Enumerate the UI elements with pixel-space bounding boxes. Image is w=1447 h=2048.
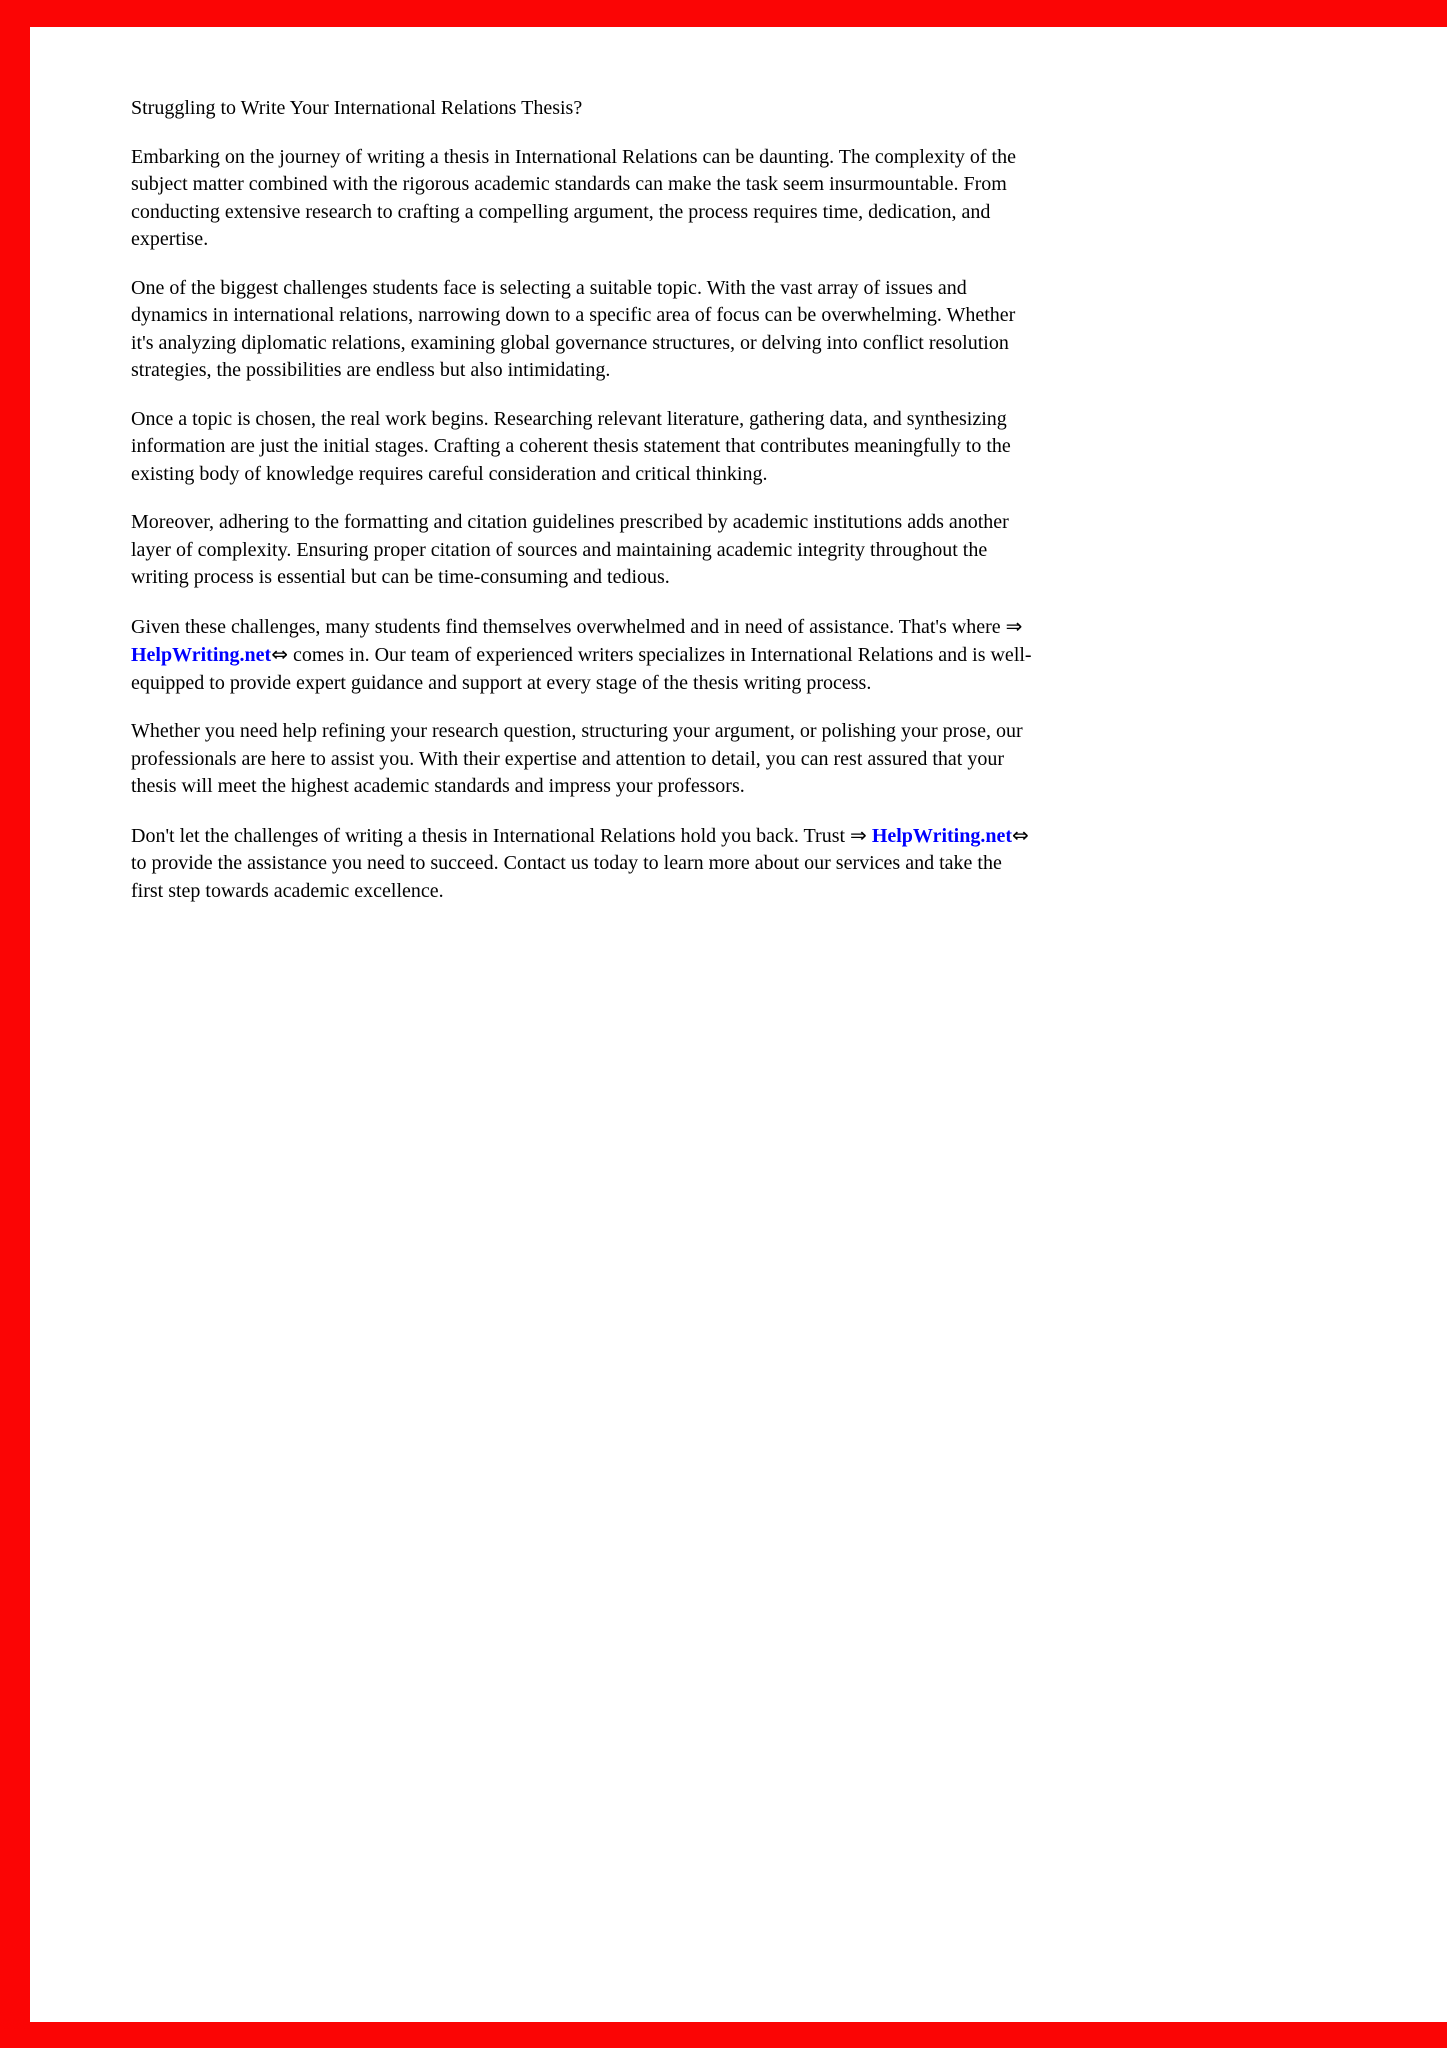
double-arrow-right-icon: ⇒ [1005,613,1023,638]
helpwriting-link[interactable]: HelpWriting.net [871,824,1012,847]
document-content [131,95,1036,926]
paragraph-1: Embarking on the journey of writing a thesis in International Relations can be daunting. The complexity of the subject matter combined with the rigorous academic standards can make the task seem insurmountable. From conducting extensive research to crafting a compelling argument, the process requires time, dedication, and expertise. [131,145,1016,250]
paragraph-text: Given these challenges, many students find themselves overwhelmed and in need of assistance. That's where [131,615,1001,638]
paragraph-5 [131,613,1036,698]
red-border-bottom [0,2022,1447,2048]
paragraph-text: Don't let the challenges of writing a thesis in International Relations hold you back. Trust [131,824,846,847]
paragraph-3: Once a topic is chosen, the real work begins. Researching relevant literature, gathering data, and synthesizing information are just the initial stages. Crafting a coherent thesis statement that contributes meaningfully to the existing body of knowledge requires careful consideration and critical thinking. [131,407,1011,485]
red-border-top [0,0,1447,27]
paragraph-text: comes in. Our team of experienced writers specializes in International Relations and is well-equipped to provide expert guidance and support at every stage of the thesis writing process. [131,644,1032,694]
paragraph-text: to provide the assistance you need to succeed. Contact us today to learn more about our services and take the first step towards academic excellence. [131,852,1002,902]
document-title: Struggling to Write Your International Relations Thesis? [131,97,583,119]
red-border-left [0,0,30,2048]
double-arrow-right-icon: ⇒ [850,822,867,847]
double-arrow-leftright-icon: ⇔ [271,642,288,666]
paragraph-6: Whether you need help refining your research question, structuring your argument, or polishing your prose, our professionals are here to assist you. With their expertise and attention to detail, you can rest assured that your thesis will meet the highest academic standards and impress your professors. [131,720,1023,797]
paragraph-4: Moreover, adhering to the formatting and citation guidelines prescribed by academic institutions adds another layer of complexity. Ensuring proper citation of sources and maintaining academic integrity throughout the writing process is essential but can be time-consuming and tedious. [131,511,1009,588]
double-arrow-leftright-icon: ⇔ [1012,822,1029,847]
helpwriting-link[interactable]: HelpWriting.net [131,644,272,666]
paragraph-2: One of the biggest challenges students face is selecting a suitable topic. With the vast array of issues and dynamics in international relations, narrowing down to a specific area of focus can be overwhelming. Whether it's analyzing diplomatic relations, examining global governance structures, or delving into conflict resolution strategies, the possibilities are endless but also intimidating. [131,276,1016,381]
paragraph-7 [131,822,1036,906]
